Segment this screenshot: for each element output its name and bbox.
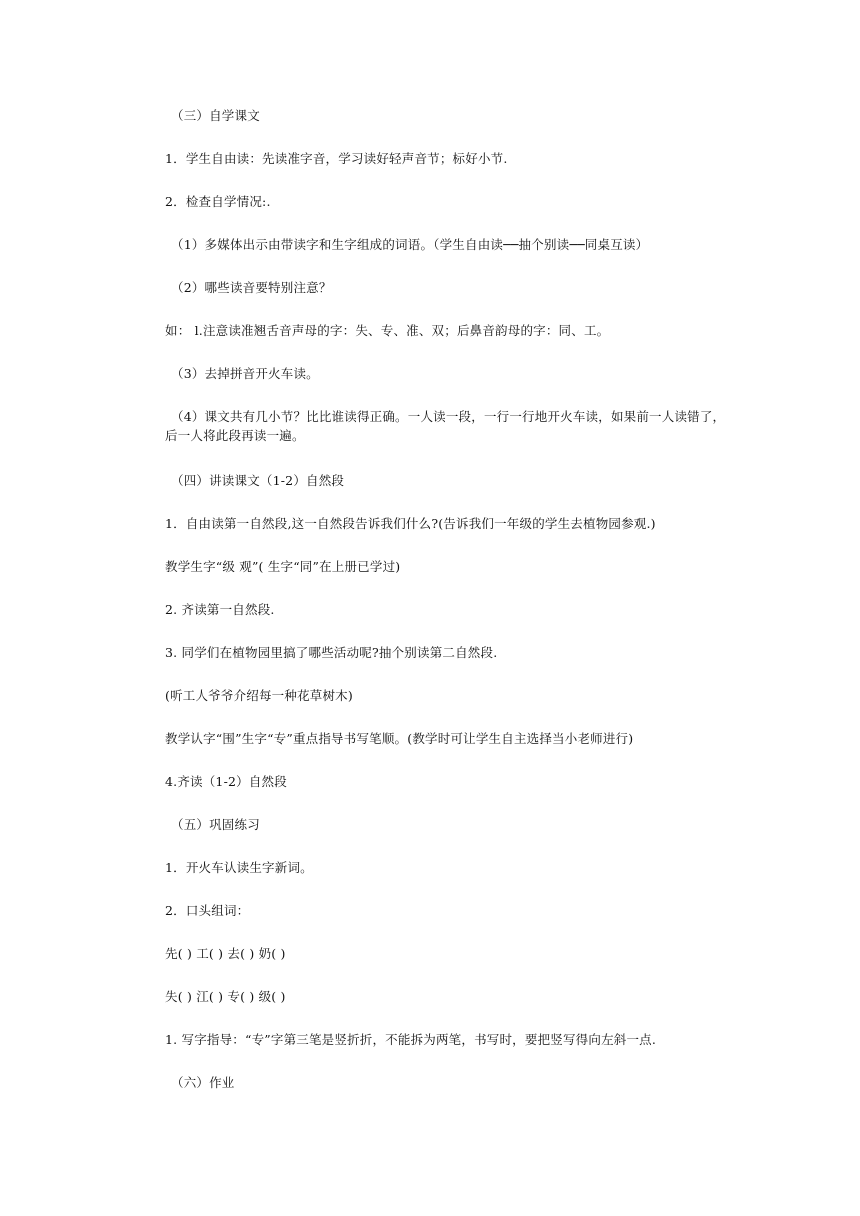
paragraph-multimedia-words: （1）多媒体出示由带读字和生字组成的词语。（学生自由读──抽个别读──同桌互读） — [171, 237, 649, 252]
paragraph-read-first-section: 2. 齐读第一自然段. — [165, 602, 275, 617]
section-heading-homework: （六）作业 — [171, 1075, 235, 1090]
paragraph-section-count: （4）课文共有几小节？比比谁读得正确。一人读一段，一行一行地开火车读，如果前一人读错了，后一人将此段再读一遍。 — [165, 409, 726, 443]
paragraph-worker-grandpa: (听工人爷爷介绍每一种花草树木) — [165, 688, 353, 703]
paragraph-first-section: 1．自由读第一自然段,这一自然段告诉我们什么?(告诉我们一年级的学生去植物园参观.) — [165, 516, 656, 531]
paragraph-pronunciation-question: （2）哪些读音要特别注意？ — [171, 280, 332, 295]
section-heading-self-study: （三）自学课文 — [171, 108, 260, 123]
paragraph-free-reading: 1．学生自由读：先读准字音，学习读好轻声音节；标好小节. — [165, 151, 508, 166]
exercise-row-2: 失( ) 江( ) 专( ) 级( ) — [165, 989, 286, 1004]
exercise-row-1: 先( ) 工( ) 去( ) 奶( ) — [165, 946, 286, 961]
paragraph-read-together: 4.齐读（1-2）自然段 — [165, 774, 287, 789]
paragraph-train-reading: （3）去掉拼音开火车读。 — [171, 366, 319, 381]
paragraph-check-self-study: 2．检查自学情况:. — [165, 194, 271, 209]
section-heading-practice: （五）巩固练习 — [171, 817, 260, 832]
paragraph-recognize-words: 1．开火车认读生字新词。 — [165, 860, 313, 875]
section-heading-lecture: （四）讲读课文（1-2）自然段 — [171, 473, 345, 488]
paragraph-activities-question: 3. 同学们在植物园里搞了哪些活动呢?抽个别读第二自然段. — [165, 645, 498, 660]
paragraph-pronunciation-notes: 如： l.注意读准翘舌音声母的字：失、专、准、双；后鼻音韵母的字：同、工。 — [165, 323, 610, 338]
paragraph-stroke-order: 教学认字“围”生字“专”重点指导书写笔顺。(教学时可让学生自主选择当小老师进行) — [165, 731, 634, 746]
paragraph-teach-characters: 教学生字“级 观”( 生字“同”在上册已学过) — [165, 559, 401, 574]
paragraph-writing-guidance: 1. 写字指导：“专”字第三笔是竖折折，不能拆为两笔，书写时，要把竖写得向左斜一点. — [165, 1032, 657, 1047]
paragraph-oral-word-building: 2．口头组词： — [165, 903, 250, 918]
